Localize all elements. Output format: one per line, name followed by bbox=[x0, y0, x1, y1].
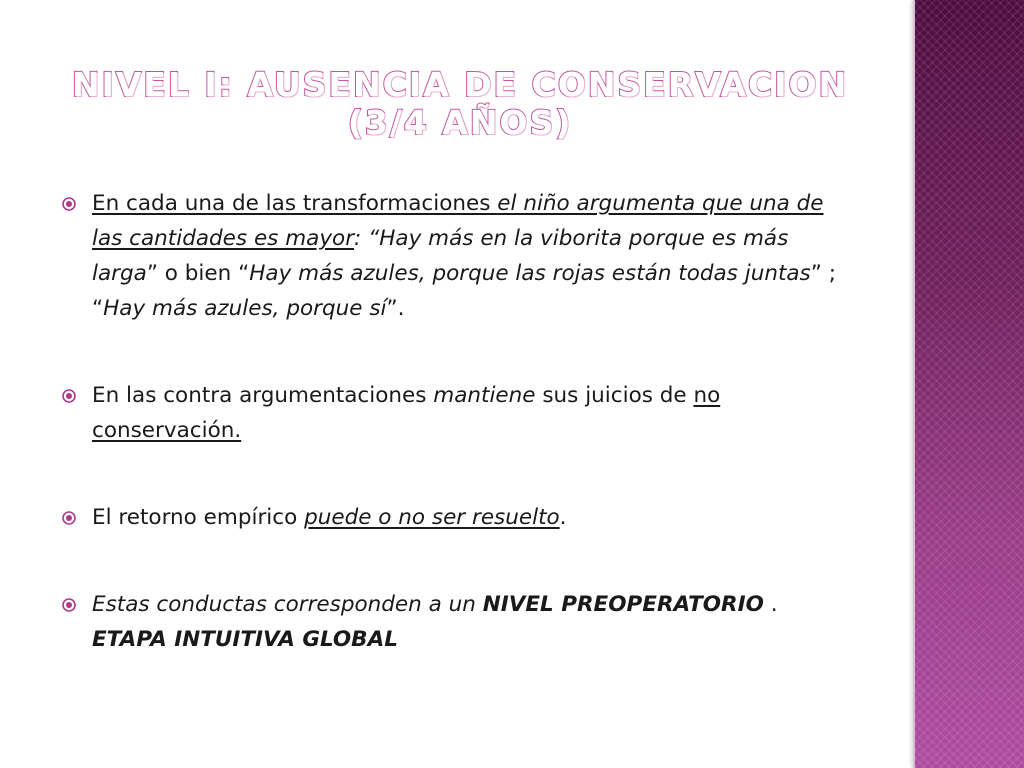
text-segment: puede o no ser resuelto bbox=[304, 505, 560, 530]
text-segment: En cada una de las transformaciones bbox=[92, 191, 498, 216]
bullet-text bbox=[92, 587, 852, 657]
target-bullet-icon bbox=[62, 511, 76, 525]
title-line-2: (3/4 AÑOS) bbox=[347, 103, 573, 142]
text-segment: En las contra argumentaciones bbox=[92, 383, 434, 408]
text-segment: no conservación. bbox=[92, 383, 721, 443]
text-segment: . bbox=[559, 505, 567, 530]
text-segment: mantiene bbox=[433, 383, 536, 408]
text-segment: : “ bbox=[354, 226, 380, 251]
bullet-list bbox=[62, 186, 852, 709]
text-segment: sus juicios de bbox=[535, 383, 694, 408]
title-line-1: NIVEL I: AUSENCIA DE CONSERVACION bbox=[71, 65, 849, 104]
text-segment: ETAPA INTUITIVA GLOBAL bbox=[92, 627, 398, 652]
text-segment: NIVEL PREOPERATORIO bbox=[482, 592, 764, 617]
target-bullet-icon bbox=[62, 197, 76, 211]
bullet-item bbox=[62, 587, 852, 657]
bullet-item bbox=[62, 186, 852, 326]
text-segment: Hay más azules, porque sí bbox=[103, 296, 387, 321]
text-segment: ”. bbox=[386, 296, 405, 321]
text-segment: Hay más azules, porque las rojas están todas juntas bbox=[249, 261, 811, 286]
bullet-item bbox=[62, 500, 852, 535]
bullet-text bbox=[92, 378, 852, 448]
bullet-text bbox=[92, 500, 852, 535]
text-segment: El retorno empírico bbox=[92, 505, 305, 530]
target-bullet-icon bbox=[62, 389, 76, 403]
text-segment: Estas conductas corresponden a un bbox=[92, 592, 483, 617]
text-segment: el niño argumenta que una de las cantidades es mayor bbox=[92, 191, 824, 251]
bullet-item bbox=[62, 378, 852, 448]
text-segment: ” o bien “ bbox=[146, 261, 250, 286]
target-bullet-icon bbox=[62, 598, 76, 612]
slide-title bbox=[60, 66, 860, 142]
text-segment: . bbox=[763, 592, 778, 617]
text-segment: Hay más en la viborita porque es más larga bbox=[92, 226, 789, 286]
decorative-side-bar bbox=[913, 0, 1024, 768]
text-segment: ” ; “ bbox=[92, 261, 836, 321]
bullet-text bbox=[92, 186, 852, 326]
